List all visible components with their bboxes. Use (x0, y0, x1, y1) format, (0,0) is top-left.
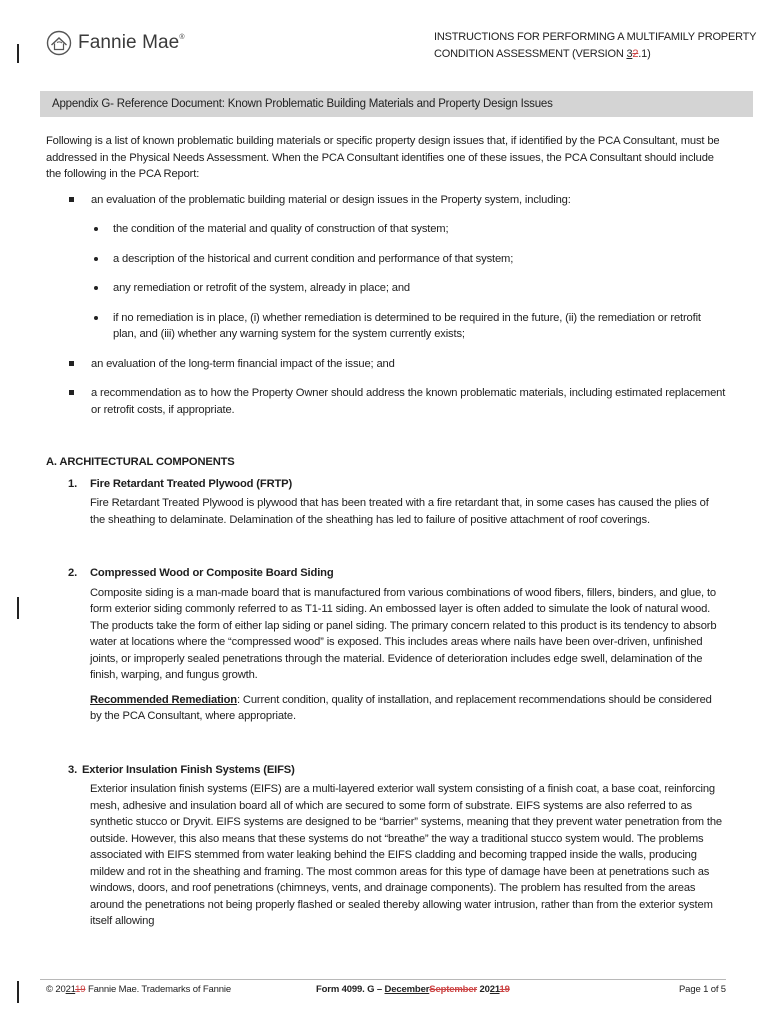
component-item-composite-siding (46, 565, 726, 725)
component-item-frtp (46, 476, 726, 529)
sub-requirement-item: a description of the historical and current condition and performance of that system; (91, 251, 726, 268)
footer-copyright: © 202119 Fannie Mae. Trademarks of Fannie (46, 984, 231, 995)
document-body (46, 133, 726, 930)
footer-page-number: Page 1 of 5 (679, 984, 726, 995)
component-item-eifs (46, 762, 726, 930)
section-heading: A. ARCHITECTURAL COMPONENTS (46, 456, 235, 468)
appendix-title-bar: Appendix G- Reference Document: Known Problematic Building Materials and Property Design Issues (40, 91, 753, 117)
component-heading: 3. Exterior Insulation Finish Systems (EIFS) (68, 763, 295, 776)
component-heading: 2. Compressed Wood or Composite Board Siding (68, 567, 334, 579)
intro-paragraph: Following is a list of known problematic building materials or specific property design issues that, if identified by the PCA Consultant, must be addressed in the Physical Needs Assessment. When the PCA Consultant identifies one of these issues, the PCA Consultant should include the following in the PCA Report: (46, 135, 720, 180)
component-heading: 1. Fire Retardant Treated Plywood (FRTP) (68, 477, 293, 490)
fannie-mae-house-icon (46, 30, 72, 56)
footer-form-number: Form 4099. G – DecemberSeptember 202119 (316, 984, 510, 995)
recommended-remediation: Recommended Remediation: Current condition, quality of installation, and replacement recommendations should be considered by the PCA Consultant, where appropriate. (90, 693, 712, 722)
sub-requirement-item: if no remediation is in place, (i) whether remediation is determined to be required in the future, (ii) the remediation or retrofit plan, and (iii) whether any warning system for the system currently exists; (91, 310, 726, 343)
document-header-title: INSTRUCTIONS FOR PERFORMING A MULTIFAMILY PROPERTY CONDITION ASSESSMENT (VERSION 32.1) (434, 31, 757, 60)
version-inserted: 3 (626, 48, 633, 60)
sub-requirement-item: the condition of the material and quality of construction of that system; (91, 221, 726, 238)
revision-change-bar (17, 597, 19, 619)
revision-change-bar (17, 44, 19, 63)
brand-name: Fannie Mae® (78, 32, 185, 53)
component-description: Exterior insulation finish systems (EIFS) are a multi-layered exterior wall system consisting of a finish coat, a base coat, reinforcing mesh, adhesive and insulation board all of which are secured to some form of substrate. EIFS systems are also referred to as synthetic stucco or Dryvit. EIFS systems are designed to be “barrier” systems, meaning that they prevent water penetration from the outside. However, this also means that these systems do not “breathe” the way a traditional stucco system would. The problems associated with EIFS stemmed from water leaking behind the EIFS cladding and becoming trapped inside the walls, producing mildew and rot in the sheathing and framing. The most common areas for this type of damage have been at penetrations such as windows, doors, and roof penetrations (chimneys, vents, and drainage components). The problem has resulted from the areas around the penetrations not being properly flashed or sealed thereby allowing water intrusion, rather than from the exterior system itself allowing (90, 783, 722, 927)
requirement-item: an evaluation of the long-term financial impact of the issue; and (46, 356, 726, 373)
footer-divider (40, 979, 726, 980)
revision-change-bar (17, 981, 19, 1003)
component-description: Fire Retardant Treated Plywood is plywood that has been treated with a fire retardant that, in some cases has caused the plies of the sheathing to delaminate. Delamination of the sheathing has led to failure of positive attachment of roof coverings. (90, 497, 709, 526)
fannie-mae-logo (46, 30, 185, 56)
component-description: Composite siding is a man-made board that is manufactured from various combinations of wood fibers, fillers, binders, and glue, to form exterior siding commonly referred to as T1-11 siding. An embossed layer is often added to simulate the look of natural wood. The products take the form of either lap siding or panel siding. The primary concern related to this product is its tendency to absorb water at locations where the “compressed wood” is exposed. This includes areas where nails have been over-driven, unfinished joints, or improperly sealed penetrations through the material. Evidence of deterioration includes edge swell, delamination of the finish, warping, and fungus growth. (90, 586, 717, 681)
requirement-item: a recommendation as to how the Property Owner should address the known problematic materials, including estimated replacement or retrofit costs, if appropriate. (46, 385, 726, 418)
requirement-item: an evaluation of the problematic building material or design issues in the Property system, including: the condition of the material and quality of construction of that system; a description of the historical and current condition and performance of that system; any remediation or retrofit of the system, already in place; and if no remediation is in place, (i) whether remediation is determined to be required in the future, (ii) the remediation or retrofit plan, and (iii) whether any warning system for the system currently exists; (46, 192, 726, 343)
sub-requirement-list (91, 221, 726, 343)
sub-requirement-item: any remediation or retrofit of the system, already in place; and (91, 280, 726, 297)
version-deleted: 2 (632, 48, 639, 60)
